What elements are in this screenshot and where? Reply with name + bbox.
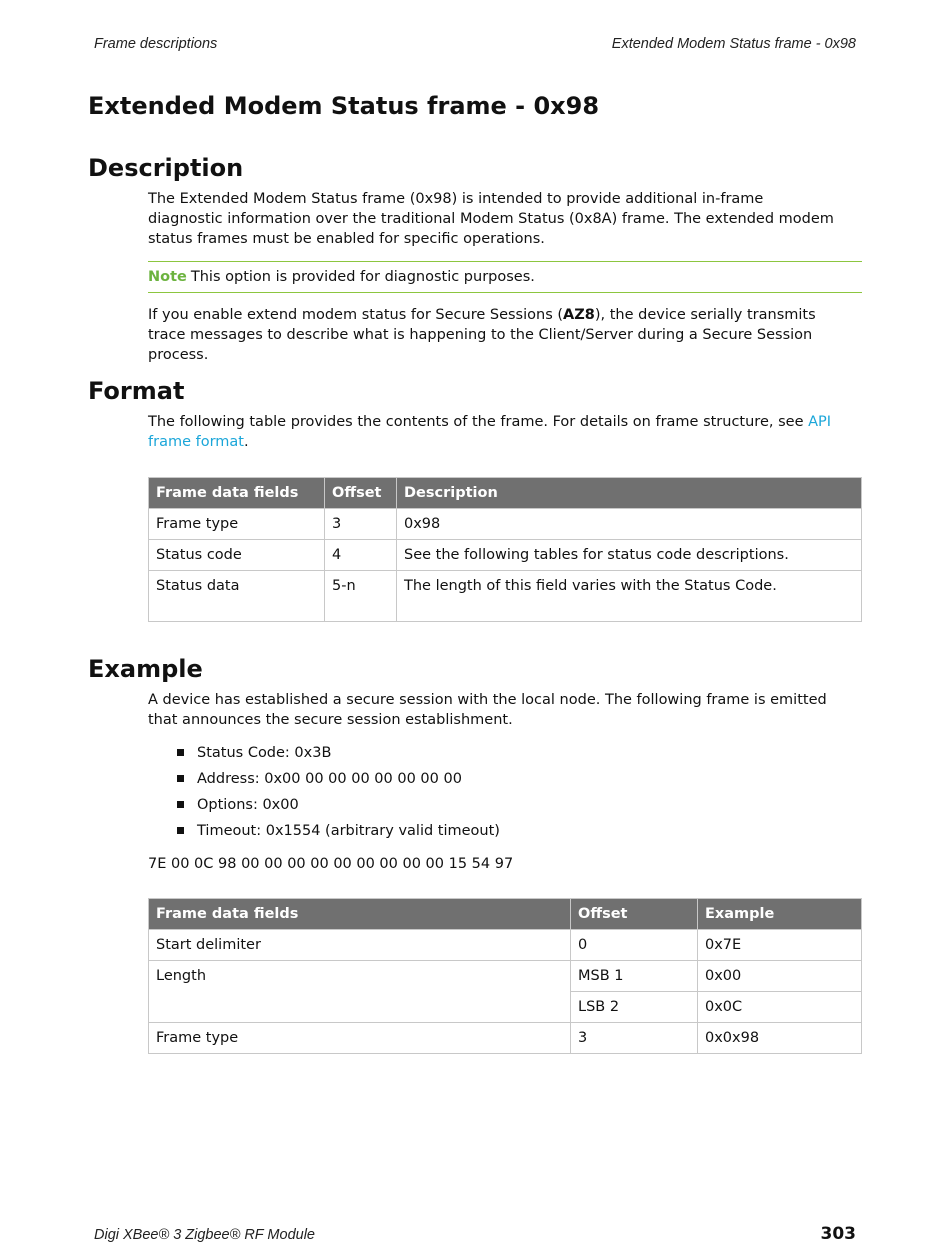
example-table xyxy=(148,898,862,1054)
format-intro-before: The following table provides the contents of the frame. For details on frame structure, see xyxy=(148,414,809,430)
note-text: This option is provided for diagnostic purposes. xyxy=(190,269,535,285)
table-header-row xyxy=(149,899,862,930)
table-row xyxy=(149,930,862,961)
example-hex-frame: 7E 00 0C 98 00 00 00 00 00 00 00 00 00 15 54 97 xyxy=(148,856,514,872)
secure-session-text-after: ), the device serially transmits trace messages to describe what is happening to the Client/Server during a Secure Session process. xyxy=(148,307,816,363)
table-row xyxy=(149,961,862,992)
table-cell: Frame type xyxy=(149,1023,571,1054)
table-cell: 5-n xyxy=(325,571,397,622)
col-header-example: Example xyxy=(698,899,862,930)
example-bullet-list xyxy=(148,741,500,845)
table-cell: Frame type xyxy=(149,509,325,540)
table-cell: See the following tables for status code descriptions. xyxy=(397,540,862,571)
table-cell: Status code xyxy=(149,540,325,571)
example-intro: A device has established a secure session with the local node. The following frame is emitted that announces the secure session establishment. xyxy=(148,692,827,728)
api-frame-format-link[interactable]: API frame format xyxy=(148,414,832,450)
table-cell: LSB 2 xyxy=(571,992,698,1023)
col-header-offset: Offset xyxy=(571,899,698,930)
format-table xyxy=(148,477,862,622)
list-item: Status Code: 0x3B xyxy=(148,741,500,767)
note-label: Note xyxy=(148,269,187,285)
table-cell: 0x00 xyxy=(698,961,862,992)
table-cell: 0x0C xyxy=(698,992,862,1023)
example-heading: Example xyxy=(88,655,203,683)
table-cell: 4 xyxy=(325,540,397,571)
running-header-section: Frame descriptions xyxy=(94,36,218,52)
table-cell: MSB 1 xyxy=(571,961,698,992)
table-row xyxy=(149,540,862,571)
footer-product-name: Digi XBee® 3 Zigbee® RF Module xyxy=(94,1227,315,1243)
table-cell: 0 xyxy=(571,930,698,961)
col-header-frame-data-fields: Frame data fields xyxy=(149,899,571,930)
page-title: Extended Modem Status frame - 0x98 xyxy=(88,92,600,120)
format-intro-after: . xyxy=(244,434,249,450)
description-heading: Description xyxy=(88,154,244,182)
page-number: 303 xyxy=(820,1224,856,1244)
table-cell: The length of this field varies with the Status Code. xyxy=(397,571,862,622)
table-cell: 0x0x98 xyxy=(698,1023,862,1054)
table-cell: 0x7E xyxy=(698,930,862,961)
table-cell: Start delimiter xyxy=(149,930,571,961)
running-header-title: Extended Modem Status frame - 0x98 xyxy=(611,36,856,52)
secure-session-text-before: If you enable extend modem status for Secure Sessions ( xyxy=(148,307,564,323)
col-header-description: Description xyxy=(397,478,862,509)
description-paragraph: The Extended Modem Status frame (0x98) is intended to provide additional in-frame diagnostic information over the traditional Modem Status (0x8A) frame. The extended modem status frames must be enabled for specific operations. xyxy=(148,191,834,247)
list-item: Timeout: 0x1554 (arbitrary valid timeout) xyxy=(148,819,500,845)
table-cell: 3 xyxy=(325,509,397,540)
az8-command: AZ8 xyxy=(563,307,595,323)
table-cell: 3 xyxy=(571,1023,698,1054)
table-cell: 0x98 xyxy=(397,509,862,540)
table-header-row xyxy=(149,478,862,509)
table-row xyxy=(149,1023,862,1054)
format-heading: Format xyxy=(88,377,185,405)
format-intro xyxy=(148,412,862,452)
secure-session-paragraph xyxy=(148,305,838,365)
col-header-offset: Offset xyxy=(325,478,397,509)
table-cell: Status data xyxy=(149,571,325,622)
table-cell-length: Length xyxy=(149,961,571,1023)
table-row xyxy=(149,509,862,540)
list-item: Address: 0x00 00 00 00 00 00 00 00 xyxy=(148,767,500,793)
list-item: Options: 0x00 xyxy=(148,793,500,819)
note-box xyxy=(148,261,862,293)
table-row xyxy=(149,571,862,622)
col-header-frame-data-fields: Frame data fields xyxy=(149,478,325,509)
